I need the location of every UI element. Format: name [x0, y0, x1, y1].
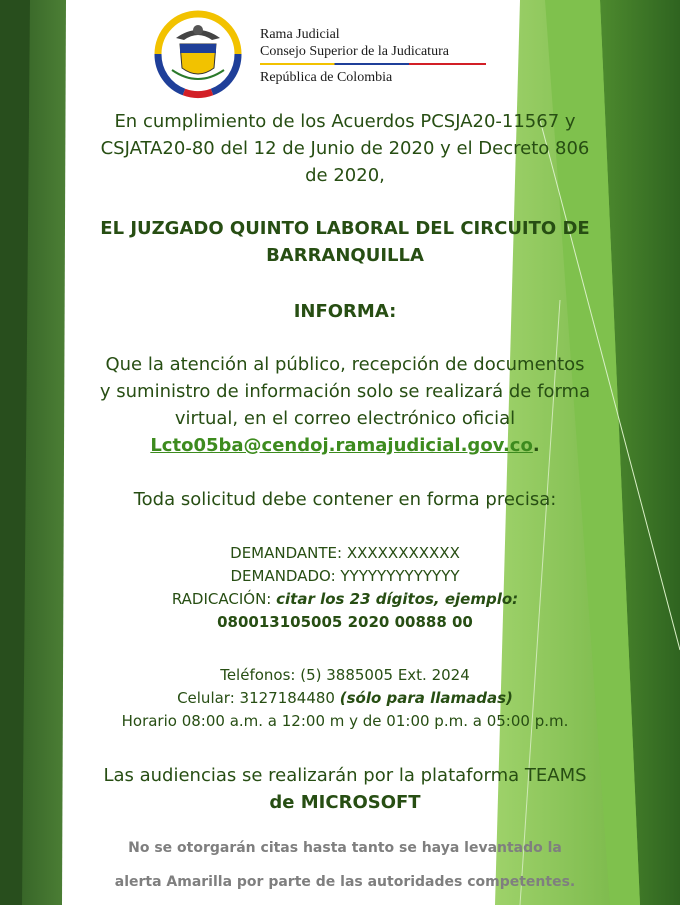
institution-line-2: Consejo Superior de la Judicatura [260, 44, 449, 59]
request-heading [55, 486, 635, 513]
email-line [55, 432, 635, 459]
court-name [55, 215, 635, 269]
radicacion-example-a: 080013105005 [217, 613, 343, 631]
colombia-seal-icon [150, 8, 246, 100]
schedule-line: Horario 08:00 a.m. a 12:00 m y de 01:00 p.m. a 05:00 p.m. [121, 712, 569, 730]
intro-line-2: CSJATA20-80 del 12 de Junio de 2020 y el Decreto 806 [100, 138, 590, 159]
institution-header [260, 26, 486, 86]
radicacion-example-b: 2020 00888 00 [347, 613, 473, 631]
flag-rule [260, 63, 486, 65]
institution-line-3: República de Colombia [260, 70, 393, 85]
intro-paragraph [55, 108, 635, 189]
cell-note: (sólo para llamadas) [339, 689, 513, 707]
contact-block [55, 664, 635, 733]
body-line-2: y suministro de información solo se realizará de forma [99, 381, 591, 402]
demandante-line: DEMANDANTE: XXXXXXXXXXX [230, 544, 460, 562]
court-line-2: BARRANQUILLA [266, 245, 424, 266]
institution-line-1: Rama Judicial [260, 27, 340, 42]
body-paragraph [55, 351, 635, 459]
requirements-block [55, 542, 635, 634]
header [150, 8, 490, 100]
demandado-line: DEMANDADO: YYYYYYYYYYYYY [230, 567, 460, 585]
court-line-1: EL JUZGADO QUINTO LABORAL DEL CIRCUITO DE [100, 218, 590, 239]
request-line: Toda solicitud debe contener en forma precisa: [133, 489, 557, 510]
radicacion-example [55, 611, 635, 634]
cell-label: Celular: 3127184480 [177, 689, 335, 707]
email-link[interactable]: Lcto05ba@cendoj.ramajudicial.gov.co [150, 435, 533, 456]
radicacion-label: RADICACIÓN: [171, 590, 272, 608]
intro-line-1: En cumplimiento de los Acuerdos PCSJA20-11567 y [114, 111, 576, 132]
footer-line-1: No se otorgarán citas hasta tanto se haya levantado la [128, 840, 562, 856]
cell-line [55, 687, 635, 710]
footer-line-2: alerta Amarilla por parte de las autoridades competentes. [114, 874, 576, 890]
hearings-line-1: Las audiencias se realizarán por la plataforma TEAMS [103, 765, 587, 786]
body-line-1: Que la atención al público, recepción de documentos [105, 354, 585, 375]
intro-line-3: de 2020, [305, 165, 385, 186]
hearings-block [55, 762, 635, 816]
radicacion-hint: citar los 23 dígitos, ejemplo: [276, 590, 519, 608]
informa-heading [55, 298, 635, 325]
footer-note [55, 824, 635, 905]
email-period: . [532, 435, 540, 456]
body-line-3: virtual, en el correo electrónico oficial [174, 408, 516, 429]
hearings-line-2: de MICROSOFT [269, 792, 421, 813]
phones-line: Teléfonos: (5) 3885005 Ext. 2024 [220, 666, 470, 684]
informa-label: INFORMA: [293, 301, 397, 322]
radicacion-line [55, 588, 635, 611]
